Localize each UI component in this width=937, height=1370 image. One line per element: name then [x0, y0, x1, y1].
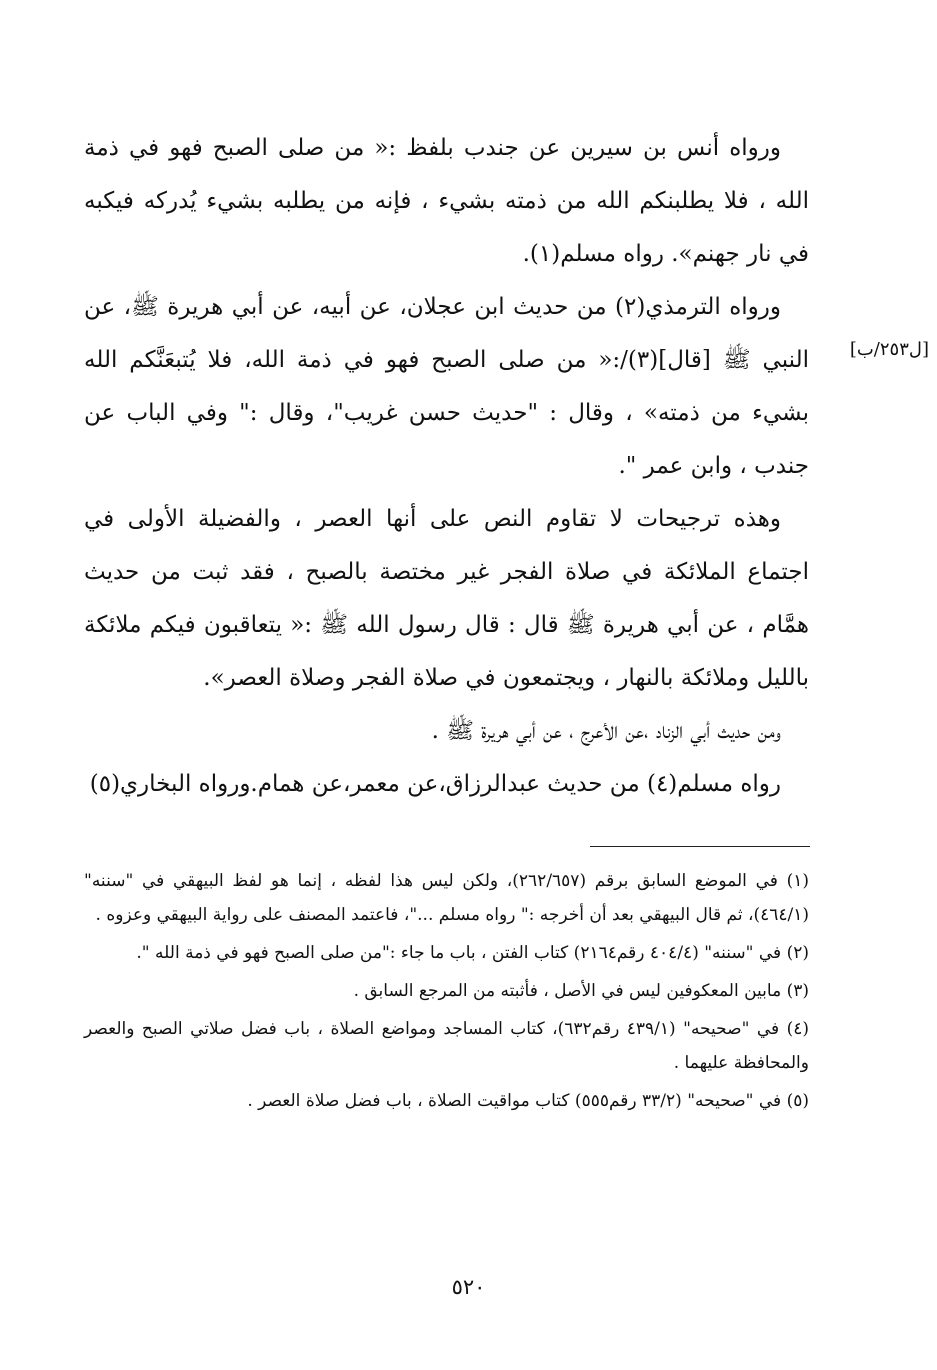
footnote-3: (٣) مابين المعكوفين ليس في الأصل ، فأثبته من المرجع السابق .	[353, 981, 809, 1001]
footnote-4: (٤) في "صحيحه" (٤٣٩/١ رقم٦٣٢)، كتاب المساجد ومواضع الصلاة ، باب فضل صلاتي الصبح والعصر والمحافظة عليهما .	[84, 1019, 809, 1073]
footnote-separator	[590, 846, 810, 847]
page-number: ٥٢٠	[451, 1275, 486, 1299]
paragraph-2: ورواه الترمذي(٢) من حديث ابن عجلان، عن أبيه، عن أبي هريرة ﷺ، عن النبي ﷺ [قال](٣)/:« من صلى الصبح فهو في ذمة الله، فلا يُتبعَنَّكم الله بشيء من ذمته» ، وقال : "حديث حسن غريب"، وقال :" وفي الباب عن جندب ، وابن عمر ".	[84, 294, 809, 479]
footnote-2: (٢) في "سننه" (٤٠٤/٤ رقم٢١٦٤) كتاب الفتن ، باب ما جاء :"من صلى الصبح فهو في ذمة الله ".	[136, 943, 809, 963]
paragraph-3: وهذه ترجيحات لا تقاوم النص على أنها العصر ، والفضيلة الأولى في اجتماع الملائكة في صلاة الفجر غير مختصة بالصبح ، فقد ثبت من حديث همَّام ، عن أبي هريرة ﷺ قال : قال رسول الله ﷺ :« يتعاقبون فيكم ملائكة بالليل وملائكة بالنهار ، ويجتمعون في صلاة الفجر وصلاة العصر».	[84, 506, 809, 691]
paragraph-4: ومن حديث أبي الزناد ،عن الأعرج ، عن أبي هريرة ﷺ .	[431, 718, 781, 744]
footnote-5: (٥) في "صحيحه" (٣٣/٢ رقم٥٥٥) كتاب مواقيت الصلاة ، باب فضل صلاة العصر .	[247, 1091, 809, 1111]
paragraph-1: ورواه أنس بن سيرين عن جندب بلفظ :« من صلى الصبح فهو في ذمة الله ، فلا يطلبنكم الله من ذمته بشيء ، فإنه من يطلبه بشيء يُدركه فيكبه في نار جهنم». رواه مسلم(١).	[84, 135, 809, 267]
footnote-1: (١) في الموضع السابق برقم (٢٦٢/٦٥٧)، ولكن ليس هذا لفظه ، إنما هو لفظ البيهقي في "سننه"(٤٦٤/١)، ثم قال البيهقي بعد أن أخرجه :" رواه مسلم ..."، فاعتمد المصنف على رواية البيهقي وعزوه .	[84, 871, 809, 925]
footnotes	[84, 864, 809, 1122]
main-text	[84, 122, 809, 811]
manuscript-folio-reference: [ل٢٥٣/ب]	[849, 339, 929, 360]
paragraph-5: رواه مسلم(٤) من حديث عبدالرزاق،عن معمر،عن همام.ورواه البخاري(٥)	[89, 771, 781, 797]
